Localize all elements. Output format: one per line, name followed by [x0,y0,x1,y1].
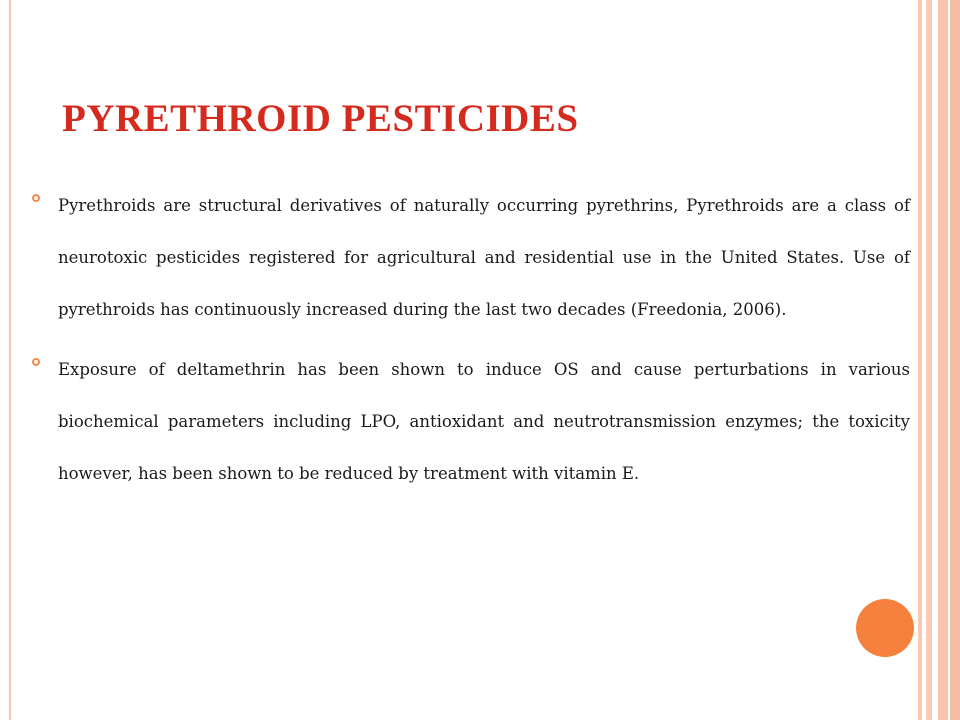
bullet-text: Exposure of deltamethrin has been shown to induce OS and cause perturbations in various biochemical parameters including LPO, antioxidant and neutrotransmission enzymes; the toxicity however, has been shown to be reduced by treatment with vitamin E. [58,360,910,483]
bullet-text: Pyrethroids are structural derivatives of naturally occurring pyrethrins, Pyrethroids are a class of neurotoxic pesticides registered for agricultural and residential use in the United States. Use of pyrethroids has continuously increased during the last two decades (Freedonia, 2006). [58,196,910,319]
decorative-accent-circle [856,599,914,657]
decorative-stripe [950,0,960,720]
bullet-circle-icon [32,358,40,366]
decorative-stripe [926,0,932,720]
bullet-item [30,180,910,336]
bullet-circle-icon [32,194,40,202]
decorative-stripe [918,0,922,720]
left-border-line [9,0,11,720]
decorative-stripe [938,0,948,720]
decorative-stripe [934,0,937,720]
bullet-list [30,180,910,508]
slide-title: PYRETHROID PESTICIDES [62,97,579,140]
bullet-item [30,344,910,500]
